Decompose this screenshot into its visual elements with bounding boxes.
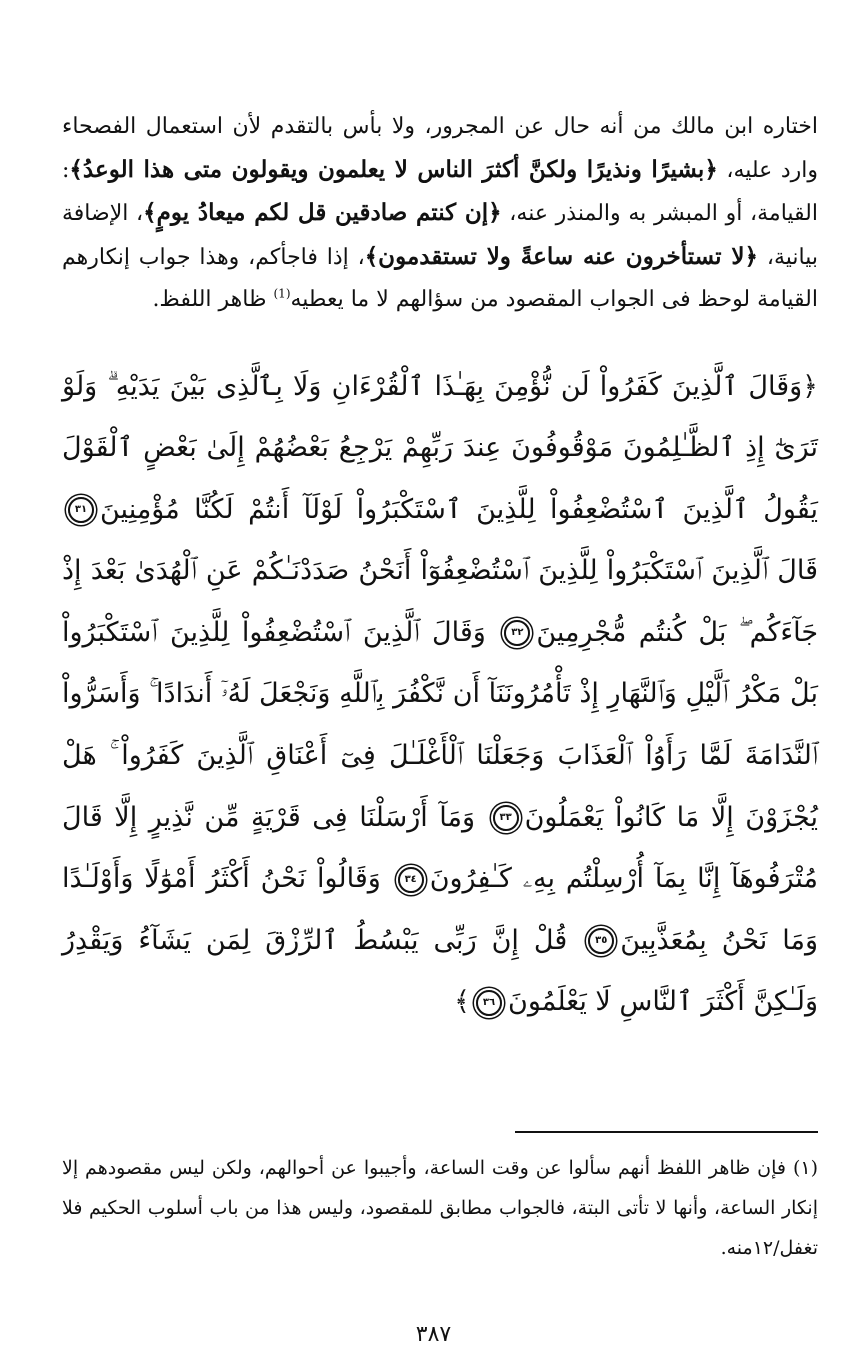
verse-text: وَقَالُواْ نَحْنُ أَكْثَرُ أَمْوَٰلًا وَأَوْلَـٰدًا وَمَا نَحْنُ بِمُعَذَّبِينَ — [62, 863, 818, 956]
commentary-text-4: ، إذا فاجأكم، وهذا جواب إنكارهم القيامة لوحظ فى الجواب المقصود من سؤالهم لا ما يعطيه — [62, 244, 818, 312]
verse-text: ﴿وَقَالَ ٱلَّذِينَ كَفَرُواْ لَن نُّؤْمِنَ بِهَـٰذَا ٱلْقُرْءَانِ وَلَا بِٱلَّذِى بَيْنَ يَدَيْهِ ۗ وَلَوْ تَرَىٰٓ إِذِ ٱلظَّـٰلِمُونَ مَوْقُوفُونَ عِندَ رَبِّهِمْ يَرْجِعُ بَعْضُهُمْ إِلَىٰ بَعْضٍ ٱلْقَوْلَ يَقُولُ ٱلَّذِينَ ٱسْتُضْعِفُواْ لِلَّذِينَ ٱسْتَكْبَرُواْ لَوْلَآ أَنتُمْ لَكُنَّا مُؤْمِنِينَ — [62, 370, 818, 525]
verses-closing-bracket: ﴾ — [454, 986, 470, 1018]
quran-quote-3: ﴿لا تستأخرون عنه ساعةً ولا تستقدمون﴾ — [364, 242, 759, 270]
commentary-paragraph — [62, 106, 818, 322]
quran-quote-1: ﴿بشيرًا ونذيرًا ولكنَّ أكثرَ الناس لا يعلمون ويقولون متى هذا الوعدُ﴾ — [69, 155, 718, 183]
commentary-text-2: : القيامة، أو المبشر به والمنذر عنه، — [62, 157, 818, 226]
verse-text: وَقَالَ ٱلَّذِينَ ٱسْتُضْعِفُواْ لِلَّذِينَ ٱسْتَكْبَرُواْ بَلْ مَكْرُ ٱلَّيْلِ وَٱلنَّهَارِ إِذْ تَأْمُرُونَنَآ أَن نَّكْفُرَ بِٱللَّهِ وَنَجْعَلَ لَهُۥٓ أَندَادًا ۚ وَأَسَرُّواْ ٱلنَّدَامَةَ لَمَّا رَأَوُاْ ٱلْعَذَابَ وَجَعَلْنَا ٱلْأَغْلَـٰلَ فِىٓ أَعْنَاقِ ٱلَّذِينَ كَفَرُواْ ۚ هَلْ يُجْزَوْنَ إِلَّا مَا كَانُواْ يَعْمَلُونَ — [62, 616, 818, 833]
quran-quote-2: ﴿إن كنتم صادقين قل لكم ميعادُ يومٍ﴾ — [143, 199, 502, 226]
ayah-number-marker: ٣٥ — [588, 928, 614, 954]
footnote-reference: (1) — [273, 286, 291, 301]
ayah-number-marker: ٣٢ — [504, 620, 530, 646]
verse-text: قُلْ إِنَّ رَبِّى يَبْسُطُ ٱلرِّزْقَ لِمَن يَشَآءُ وَيَقْدِرُ وَلَـٰكِنَّ أَكْثَرَ ٱلنَّاسِ لَا يَعْلَمُونَ — [62, 924, 818, 1018]
footnote: (١) فإن ظاهر اللفظ أنهم سألوا عن وقت الساعة، وأجيبوا عن أحوالهم، ولكن ليس مقصودهم إلا إنكار الساعة، وأنها لا تأتى البتة، فالجواب مطابق للمقصود، وليس هذا من باب أسلوب الحكيم فلا تغفل/١٢منه. — [62, 1157, 818, 1259]
footnote-separator — [515, 1131, 818, 1133]
ayah-number-marker: ٣٤ — [398, 867, 424, 893]
commentary-text-5: ظاهر اللفظ. — [152, 287, 274, 312]
ayah-number-marker: ٣١ — [68, 497, 94, 523]
verse-text: وَمَآ أَرْسَلْنَا فِى قَرْيَةٍ مِّن نَّذِيرٍ إِلَّا قَالَ مُتْرَفُوهَآ إِنَّا بِمَآ أُرْسِلْتُم بِهِۦ كَـٰفِرُونَ — [62, 801, 818, 895]
commentary-text-1: اختاره ابن مالك من أنه حال عن المجرور، ولا بأس بالتقدم لأن استعمال الفصحاء وارد عليه، — [62, 114, 819, 183]
ayah-number-marker: ٣٣ — [493, 805, 519, 831]
verse-text: قَالَ ٱلَّذِينَ ٱسْتَكْبَرُواْ لِلَّذِينَ ٱسْتُضْعِفُوٓاْ أَنَحْنُ صَدَدْنَـٰكُمْ عَنِ ٱلْهُدَىٰ بَعْدَ إِذْ جَآءَكُم ۖ بَلْ كُنتُم مُّجْرِمِينَ — [62, 555, 819, 648]
commentary-text-3: ، الإضافة بيانية، — [62, 201, 818, 270]
page-number: ٣٨٧ — [415, 1322, 452, 1347]
page-body — [62, 106, 818, 1033]
quran-verses-block — [62, 356, 818, 1034]
ayah-number-marker: ٣٦ — [476, 990, 502, 1016]
